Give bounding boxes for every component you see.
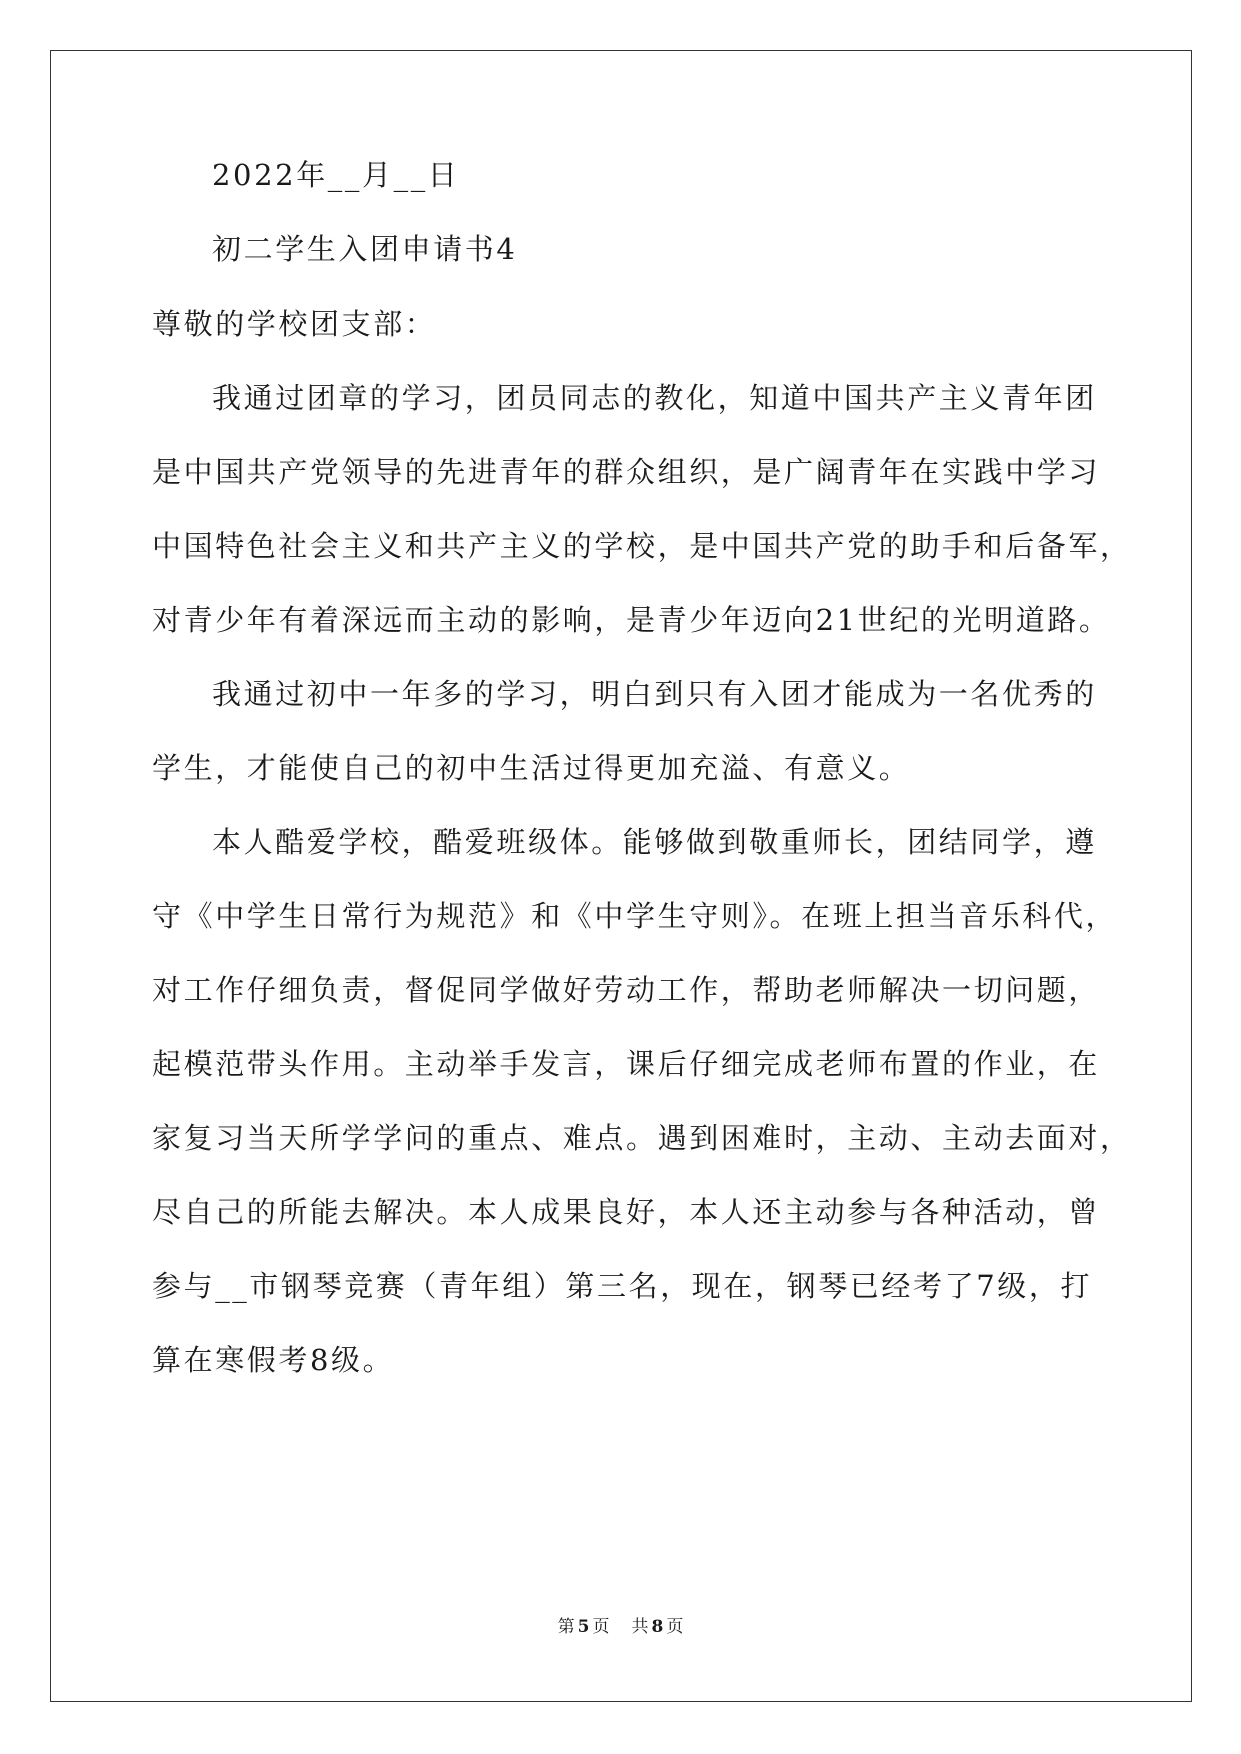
paragraph-line: 学生，才能使自己的初中生活过得更加充溢、有意义。 — [152, 751, 911, 785]
page-prefix: 第 — [557, 1617, 575, 1637]
paragraph-line: 中国特色社会主义和共产主义的学校，是中国共产党的助手和后备军， — [152, 529, 1132, 563]
date-line: 2022年__月__日 — [212, 158, 460, 192]
paragraph-line: 对青少年有着深远而主动的影响，是青少年迈向21世纪的光明道路。 — [152, 603, 1111, 637]
page-number: 5 — [577, 1617, 590, 1637]
paragraph-line: 家复习当天所学学问的重点、难点。遇到困难时，主动、主动去面对， — [152, 1121, 1132, 1155]
total-suffix: 页 — [666, 1617, 684, 1637]
paragraph-line: 算在寒假考8级。 — [152, 1343, 395, 1377]
paragraph-line: 我通过团章的学习，团员同志的教化，知道中国共产主义青年团 — [212, 381, 1097, 415]
salutation: 尊敬的学校团支部： — [152, 307, 437, 341]
paragraph-line: 是中国共产党领导的先进青年的群众组织，是广阔青年在实践中学习 — [152, 455, 1101, 489]
paragraph-line: 尽自己的所能去解决。本人成果良好，本人还主动参与各种活动，曾 — [152, 1195, 1101, 1229]
paragraph-line: 起模范带头作用。主动举手发言，课后仔细完成老师布置的作业，在 — [152, 1047, 1101, 1081]
total-prefix: 共 — [631, 1617, 649, 1637]
section-title: 初二学生入团申请书4 — [212, 232, 518, 266]
paragraph-line: 守《中学生日常行为规范》和《中学生守则》。在班上担当音乐科代， — [152, 899, 1118, 933]
page-border — [50, 50, 1192, 1702]
paragraph-line: 我通过初中一年多的学习，明白到只有入团才能成为一名优秀的 — [212, 677, 1097, 711]
paragraph-line: 对工作仔细负责，督促同学做好劳动工作，帮助老师解决一切问题， — [152, 973, 1101, 1007]
total-pages: 8 — [651, 1617, 664, 1637]
paragraph-line: 本人酷爱学校，酷爱班级体。能够做到敬重师长，团结同学，遵 — [212, 825, 1097, 859]
page-footer — [0, 1615, 1241, 1639]
paragraph-line: 参与__市钢琴竞赛（青年组）第三名，现在，钢琴已经考了7级，打 — [152, 1269, 1093, 1303]
page-suffix: 页 — [592, 1617, 610, 1637]
